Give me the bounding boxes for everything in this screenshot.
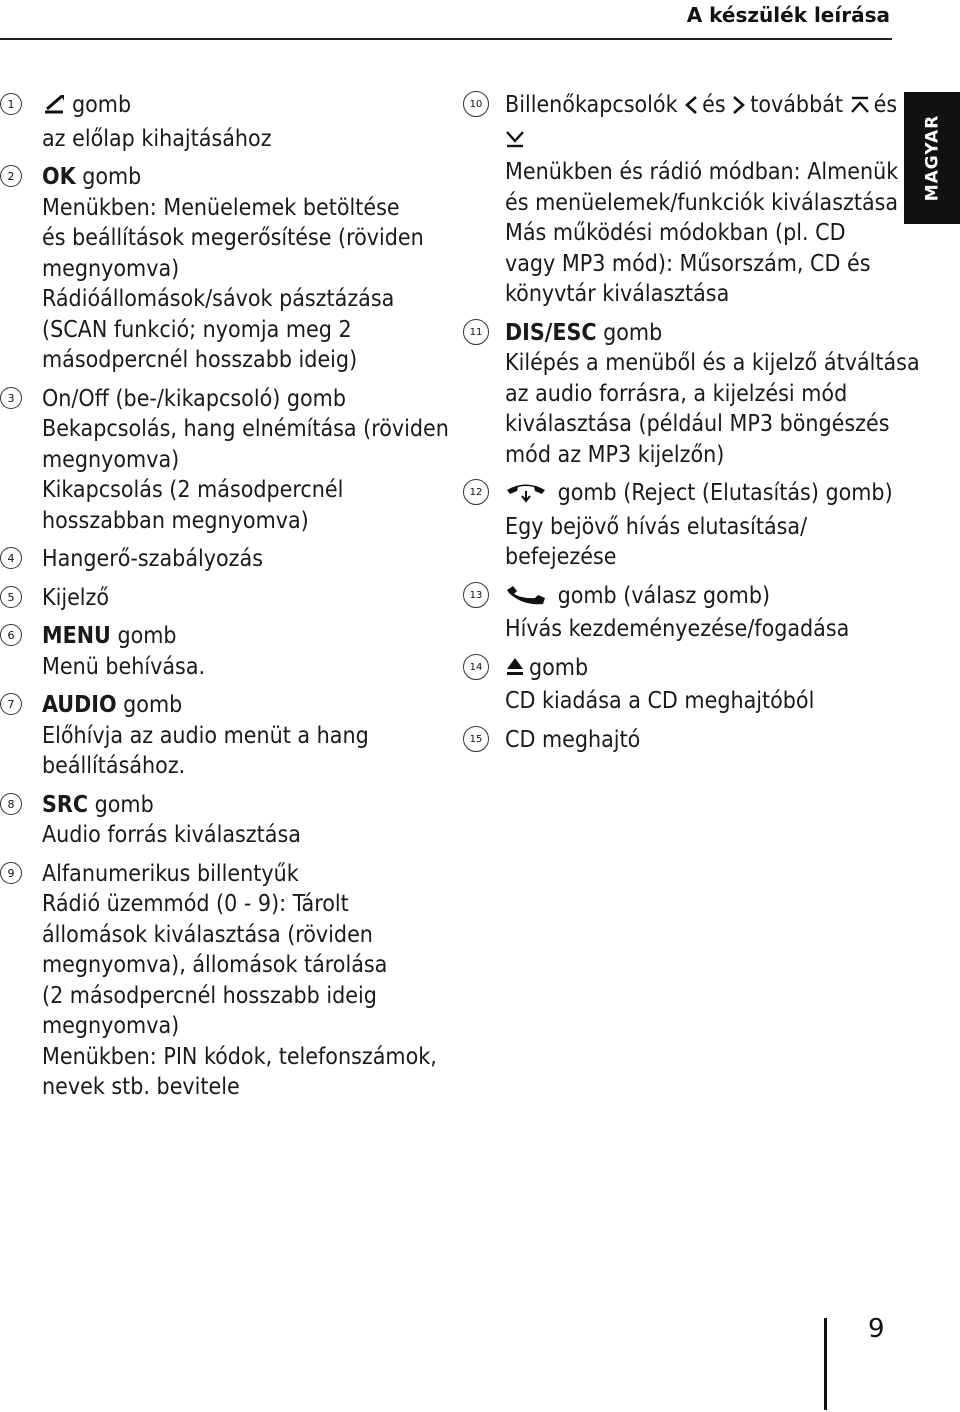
button-name: AUDIO (42, 692, 117, 718)
item-text: Rádióállomások/sávok pásztázása (42, 286, 395, 312)
item-text: másodpercnél hosszabb ideig) (42, 347, 358, 373)
item-text: gomb (529, 654, 589, 681)
item-text: (SCAN funkció; nyomja meg 2 (42, 316, 352, 343)
chevron-down-icon (505, 127, 525, 158)
phone-hangup-icon (505, 481, 547, 512)
item-text: Menü behívása. (42, 653, 206, 680)
item-text: az audio forrásra, a kijelzési mód (505, 380, 848, 407)
list-item (0, 384, 449, 537)
page-number: 9 (868, 1314, 885, 1344)
item-text: CD meghajtó (505, 726, 641, 753)
item-text: és (702, 92, 726, 118)
language-tab-label: MAGYAR (922, 114, 942, 202)
list-item (0, 90, 440, 154)
item-text: gomb (72, 92, 132, 118)
left-column (0, 90, 449, 1111)
list-item (463, 90, 899, 310)
item-text: gomb (123, 692, 183, 718)
item-text: gomb (Reject (Elutasítás) gomb) (557, 480, 893, 506)
item-text: Menükben és rádió módban: Almenük (505, 159, 899, 185)
item-text: Menükben: Menüelemek betöltése (42, 194, 400, 221)
item-text: Audio forrás kiválasztása (42, 822, 301, 848)
item-text: Kikapcsolás (2 másodpercnél (42, 477, 344, 503)
list-item (463, 653, 893, 717)
item-text: (2 másodpercnél hosszabb ideig (42, 982, 377, 1009)
language-tab (904, 92, 960, 224)
item-text: kiválasztása (például MP3 böngészés (505, 411, 890, 437)
item-text: megnyomva) (42, 255, 180, 282)
item-number: 7 (0, 693, 22, 715)
list-item (0, 790, 440, 851)
item-text: Előhívja az audio menüt a hang (42, 722, 369, 749)
item-text: Alfanumerikus billentyűk (42, 860, 299, 887)
item-text: gomb (603, 319, 663, 346)
chevron-left-icon (684, 93, 698, 124)
chevron-up-icon (850, 93, 870, 124)
item-number: 3 (0, 387, 22, 409)
item-text: gomb (117, 623, 177, 649)
item-number: 2 (0, 165, 22, 187)
footer-rule (824, 1318, 827, 1410)
item-text: Hangerő-szabályozás (42, 546, 263, 572)
item-number: 6 (0, 624, 22, 646)
list-item (463, 725, 893, 756)
button-name: MENU (42, 623, 111, 649)
item-number: 11 (463, 319, 489, 345)
item-text: befejezése (505, 544, 617, 570)
item-text: gomb (válasz gomb) (557, 582, 771, 609)
list-item (0, 583, 440, 614)
item-text: Egy bejövő hívás elutasítása/ (505, 513, 808, 540)
item-text: mód az MP3 kijelzőn) (505, 441, 725, 468)
item-text: és (873, 92, 898, 118)
item-number: 1 (0, 93, 22, 115)
chevron-right-icon (732, 93, 746, 124)
list-item (0, 859, 440, 1103)
page-header-title: A készülék leírása (686, 3, 890, 27)
eject-icon (505, 656, 525, 687)
list-item (463, 318, 920, 471)
item-text: és beállítások megerősítése (röviden (42, 225, 424, 251)
list-item (463, 478, 893, 573)
item-number: 10 (463, 91, 489, 117)
item-text: Rádió üzemmód (0 - 9): Tárolt (42, 891, 349, 917)
item-text: vagy MP3 mód): Műsorszám, CD és (505, 250, 871, 277)
item-text: Billenőkapcsolók (505, 92, 678, 118)
list-item (0, 544, 440, 575)
item-number: 9 (0, 862, 22, 884)
item-text: Hívás kezdeményezése/fogadása (505, 616, 850, 642)
list-item (463, 581, 893, 645)
item-text: Kilépés a menüből és a kijelző átváltása (505, 350, 920, 376)
item-number: 8 (0, 793, 22, 815)
item-text: CD kiadása a CD meghajtóból (505, 688, 815, 714)
item-text: könyvtár kiválasztása (505, 281, 730, 307)
item-text: és menüelemek/funkciók kiválasztása (505, 189, 899, 216)
item-text: Más működési módokban (pl. CD (505, 220, 846, 246)
item-number: 4 (0, 547, 22, 569)
item-number: 12 (463, 479, 489, 505)
faceplate-release-icon (42, 93, 68, 124)
item-text: Kijelző (42, 584, 110, 611)
button-name: DIS/ESC (505, 319, 597, 346)
item-text: megnyomva) (42, 1013, 180, 1039)
item-number: 13 (463, 582, 489, 608)
right-column (463, 90, 920, 763)
button-name: SRC (42, 791, 89, 818)
item-text: beállításához. (42, 753, 186, 779)
item-text: gomb (82, 164, 142, 190)
list-item (0, 162, 440, 376)
item-number: 14 (463, 654, 489, 680)
button-name: OK (42, 164, 76, 190)
header-rule (0, 38, 892, 40)
item-text: Bekapcsolás, hang elnémítása (röviden (42, 416, 449, 442)
item-text: az előlap kihajtásához (42, 125, 272, 152)
list-item (0, 621, 440, 682)
item-number: 15 (463, 726, 489, 752)
item-text: állomások kiválasztása (röviden (42, 921, 373, 948)
item-text: megnyomva), állomások tárolása (42, 952, 388, 978)
item-text: On/Off (be-/kikapcsoló) gomb (42, 385, 346, 412)
item-text: Menükben: PIN kódok, telefonszámok, (42, 1043, 437, 1070)
list-item (0, 690, 440, 782)
item-text: továbbát (750, 92, 844, 118)
phone-answer-icon (505, 584, 547, 615)
item-text: megnyomva) (42, 446, 180, 473)
item-number: 5 (0, 586, 22, 608)
item-text: nevek stb. bevitele (42, 1074, 240, 1100)
item-text: hosszabban megnyomva) (42, 507, 309, 534)
item-text: gomb (94, 791, 154, 818)
